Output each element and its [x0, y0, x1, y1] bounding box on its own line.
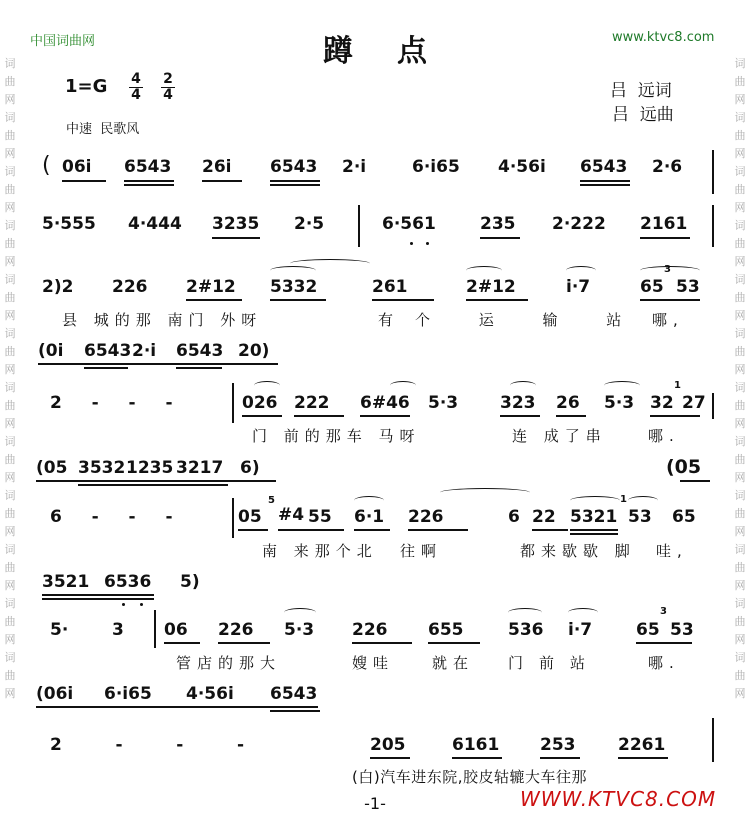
note-group: 27 [682, 393, 706, 413]
bar-line [712, 150, 714, 194]
beam [618, 757, 668, 759]
beam [580, 180, 630, 182]
note-group: 026 [242, 393, 278, 413]
note-group: 6543 [124, 157, 172, 177]
beam [42, 598, 154, 600]
slur [566, 266, 596, 275]
slur [254, 381, 280, 390]
tie [440, 488, 530, 497]
note-group: 655 [428, 620, 464, 640]
time-num: 4 [131, 71, 141, 87]
note-group: 2·222 [552, 214, 606, 234]
note-group: 6) [240, 458, 260, 478]
slur [508, 608, 542, 617]
side-watermark-right: 词曲网词曲网词曲网词曲网词曲网词曲网词曲网词曲网词曲网词曲网词曲网词曲网 [734, 57, 746, 700]
note-group: 6543 [270, 684, 318, 704]
note-group: i·7 [566, 277, 591, 297]
time-den: 4 [131, 87, 141, 103]
beam [570, 533, 618, 535]
beam [650, 415, 700, 417]
bar-line [358, 205, 360, 247]
slur [628, 496, 658, 505]
note-group: 55 [308, 507, 332, 527]
slur [568, 608, 598, 617]
note-group: 3521 [42, 572, 90, 592]
bar-line [712, 393, 714, 419]
beam [480, 237, 520, 239]
note-group: 53 [628, 507, 652, 527]
beam [124, 180, 174, 182]
note-group: (05 [36, 458, 68, 478]
note-group: 6161 [452, 735, 500, 755]
note-group: 2261 [618, 735, 666, 755]
note-group: 226 [408, 507, 444, 527]
beam [212, 237, 260, 239]
note-group: 6543 [270, 157, 318, 177]
slur [390, 381, 416, 390]
lyric-line: 连 成了串 [512, 427, 607, 445]
note-group: 4·444 [128, 214, 182, 234]
note-group: 32 [650, 393, 674, 413]
slur [570, 496, 620, 505]
note-group: 6 [508, 507, 520, 527]
note-group: 3532 [78, 458, 126, 478]
grace-note: 1 [620, 494, 627, 505]
lyricist-credit: 吕 远词 [610, 81, 672, 101]
note-group: (06i [36, 684, 74, 704]
note-group: 323 [500, 393, 536, 413]
note-group: 2 - - - [50, 735, 251, 755]
note-group: 53 [670, 620, 694, 640]
note-group: 226 [352, 620, 388, 640]
note-group: 6536 [104, 572, 152, 592]
note-group: 3 [112, 620, 124, 640]
note-group: 6543 [176, 341, 224, 361]
beam [294, 415, 344, 417]
beam [270, 180, 320, 182]
beam [270, 710, 320, 712]
time-num: 2 [163, 71, 173, 87]
note-group: 2·5 [294, 214, 325, 234]
note-group: 2 - - - [50, 393, 179, 413]
slur [640, 266, 700, 275]
note-group: 6·561 [382, 214, 436, 234]
note-group: 222 [294, 393, 330, 413]
note-group: i·7 [568, 620, 593, 640]
lyric-line: 哪. [648, 654, 680, 672]
beam [242, 415, 282, 417]
lyric-line: 南 来那个北 [262, 542, 378, 560]
beam [408, 529, 468, 531]
lyric-line: 都来歇歇 脚 [520, 542, 636, 560]
beam [428, 642, 480, 644]
note-group: 5· [50, 620, 69, 640]
note-group: 5·3 [428, 393, 459, 413]
side-watermark-left: 词曲网词曲网词曲网词曲网词曲网词曲网词曲网词曲网词曲网词曲网词曲网词曲网 [4, 57, 16, 700]
note-group: 2·i [342, 157, 367, 177]
page-number: -1- [364, 794, 386, 813]
beam [202, 180, 242, 182]
octave-dot [410, 242, 413, 245]
beam [42, 594, 154, 596]
beam [218, 642, 270, 644]
site-watermark: 中国词曲网 [30, 34, 96, 49]
beam [278, 529, 344, 531]
slur [604, 381, 640, 390]
beam [62, 180, 106, 182]
note-group: 20) [238, 341, 270, 361]
note-group: 4·56i [498, 157, 546, 177]
beam [270, 184, 320, 186]
note-group: 2161 [640, 214, 688, 234]
lyric-line: 哪. [648, 427, 680, 445]
beam [466, 299, 528, 301]
note-group: 22 [532, 507, 556, 527]
beam [360, 415, 410, 417]
beam [556, 415, 586, 417]
beam [124, 184, 174, 186]
beam [680, 480, 710, 482]
note-group: 226 [218, 620, 254, 640]
lyric-line: (白)汽车进东院,胶皮轱辘大车往那 [352, 768, 587, 786]
lyric-line: 县 城的那 南门 外呀 [62, 311, 263, 329]
note-group: 06 [164, 620, 188, 640]
slur [284, 608, 316, 617]
triplet-mark: 3 [660, 606, 667, 617]
bar-line [232, 383, 234, 423]
note-group: 235 [480, 214, 516, 234]
beam [238, 529, 268, 531]
url-watermark: www.ktvc8.com [612, 30, 715, 45]
octave-dot [426, 242, 429, 245]
beam [354, 529, 390, 531]
beam [636, 642, 692, 644]
note-group: 65 [640, 277, 664, 297]
beam [640, 299, 700, 301]
octave-dot [122, 603, 125, 606]
bar-line [712, 205, 714, 247]
note-group: 5321 [570, 507, 618, 527]
note-group: 05 [238, 507, 262, 527]
note-group: 6#46 [360, 393, 410, 413]
note-group: 4·56i [186, 684, 234, 704]
note-group: ( [42, 153, 51, 178]
grace-note: 1 [674, 380, 681, 391]
lyric-line: 有个 运 输 站 [378, 311, 644, 329]
tempo-marking: 中速 民歌风 [66, 122, 140, 137]
note-group: 6·i65 [412, 157, 460, 177]
note-group: 6 - - - [50, 507, 179, 527]
bar-line [232, 498, 234, 538]
beam [500, 415, 540, 417]
note-group: 06i [62, 157, 92, 177]
song-title: 蹲点 [323, 34, 471, 69]
slur [510, 381, 536, 390]
note-group: 2#12 [466, 277, 516, 297]
beam [570, 529, 618, 531]
time-signature-2 [160, 72, 176, 103]
octave-dot [140, 603, 143, 606]
beam [84, 367, 128, 369]
beam [164, 642, 200, 644]
note-group: 2·6 [652, 157, 683, 177]
note-group: 6·1 [354, 507, 385, 527]
beam [36, 706, 318, 708]
bottom-url-watermark: WWW.KTVC8.COM [520, 787, 717, 811]
note-group: 205 [370, 735, 406, 755]
note-group: 2)2 [42, 277, 74, 297]
note-group: 6·i65 [104, 684, 152, 704]
note-group: 5·3 [284, 620, 315, 640]
note-group: 26i [202, 157, 232, 177]
bar-line [712, 718, 714, 762]
slur [466, 266, 502, 275]
note-group: 6543 [84, 341, 132, 361]
note-group: 5·3 [604, 393, 635, 413]
beam [640, 237, 690, 239]
note-group: 2·i [132, 341, 157, 361]
beam [38, 363, 278, 365]
triplet-mark: 3 [664, 264, 671, 275]
lyric-line: 哇, [656, 542, 688, 560]
beam [78, 484, 228, 486]
lyric-line: 哪, [652, 311, 684, 329]
beam [186, 299, 242, 301]
beam [270, 299, 326, 301]
beam [532, 529, 568, 531]
note-group: 1235 [126, 458, 174, 478]
note-group: 261 [372, 277, 408, 297]
note-group: 65 [636, 620, 660, 640]
beam [580, 184, 630, 186]
note-group: 536 [508, 620, 544, 640]
lyric-line: 就在 [432, 654, 475, 672]
beam [36, 480, 276, 482]
note-group: 5) [180, 572, 200, 592]
note-group: 2#12 [186, 277, 236, 297]
note-group: 6543 [580, 157, 628, 177]
bar-line [154, 610, 156, 648]
slur [354, 496, 384, 505]
lyric-line: 嫂哇 [352, 654, 395, 672]
time-signature-1 [128, 72, 144, 103]
composer-credit: 吕 远曲 [612, 105, 674, 125]
lyric-line: 管店的那大 [176, 654, 282, 672]
note-group: 53 [676, 277, 700, 297]
note-group: 3235 [212, 214, 260, 234]
lyric-line: 往啊 [400, 542, 443, 560]
beam [370, 757, 410, 759]
key-signature: 1=G [65, 76, 108, 97]
time-den: 4 [163, 87, 173, 103]
beam [352, 642, 412, 644]
note-group: 226 [112, 277, 148, 297]
note-group: 65 [672, 507, 696, 527]
grace-note: 5 [268, 495, 275, 506]
note-group: 26 [556, 393, 580, 413]
beam [176, 367, 222, 369]
beam [372, 299, 434, 301]
note-group: (0i [38, 341, 64, 361]
note-group: 253 [540, 735, 576, 755]
beam [540, 757, 580, 759]
note-group: 5·555 [42, 214, 96, 234]
note-group: 3217 [176, 458, 224, 478]
lyric-line: 门前站 [508, 654, 602, 672]
note-group: 5332 [270, 277, 318, 297]
note-group: (05 [666, 456, 702, 478]
note-group: #4 [278, 505, 305, 525]
beam [452, 757, 502, 759]
lyric-line: 门 前的那车 马呀 [252, 427, 421, 445]
tie [290, 259, 370, 268]
